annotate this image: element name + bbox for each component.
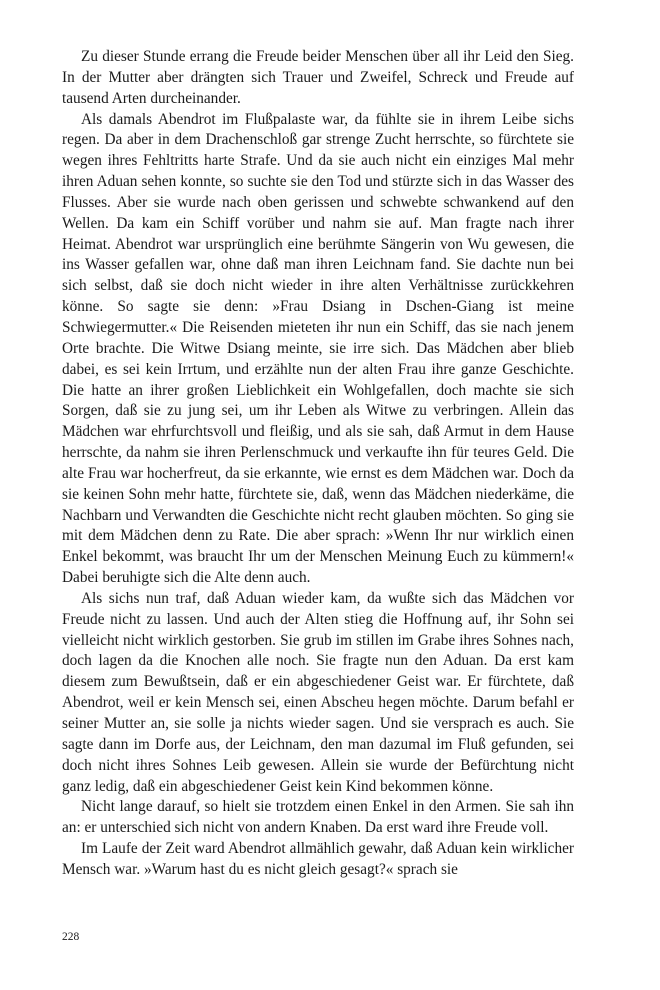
paragraph-2: Als damals Abendrot im Flußpalaste war, da fühlte sie in ihrem Leibe sichs regen. Da aber in dem Drachenschloß gar strenge Zucht herrschte, so fürchtete sie wegen ihres Fehltritts harte Strafe. Und da sie auch nicht ein einziges Mal mehr ihren Aduan sehen konnte, so suchte sie den Tod und stürzte sich in das Wasser des Flusses. Aber sie wurde nach oben gerissen und schwebte schwankend auf den Wellen. Da kam ein Schiff vorüber und nahm sie auf. Man fragte nach ihrer Heimat. Abendrot war ursprünglich eine berühmte Sängerin von Wu gewesen, die ins Wasser gefallen war, ohne daß man ihren Leichnam fand. Sie dachte nun bei sich selbst, daß sie doch nicht wieder in ihre alten Verhältnisse zurückkehren könne. So sagte sie denn: »Frau Dsiang in Dschen-Giang ist meine Schwiegermutter.« Die Reisenden mieteten ihr nun ein Schiff, das sie nach jenem Orte brachte. Die Witwe Dsiang meinte, sie irre sich. Das Mädchen aber blieb dabei, es sei kein Irrtum, und erzählte nun der alten Frau ihre ganze Geschichte. Die hatte an ihrer großen Lieblichkeit ein Wohlgefallen, doch machte sie sich Sorgen, daß sie zu jung sei, um ihr Leben als Witwe zu verbringen. Allein das Mädchen war ehrfurchtsvoll und fleißig, und als sie sah, daß Armut in dem Hause herrschte, da nahm sie ihren Perlenschmuck und verkaufte ihn für teures Geld. Die alte Frau war hocherfreut, da sie erkannte, wie ernst es dem Mädchen war. Doch da sie keinen Sohn mehr hatte, fürchtete sie, daß, wenn das Mädchen niederkäme, die Nachbarn und Verwandten die Geschichte nicht recht glauben möchten. So ging sie mit dem Mädchen denn zu Rate. Die aber sprach: »Wenn Ihr nur wirklich einen Enkel bekommt, was braucht Ihr um der Menschen Meinung Euch zu kümmern!« Dabei beruhigte sich die Alte denn auch. (62, 110, 574, 587)
paragraph-5: Im Laufe der Zeit ward Abendrot allmählich gewahr, daß Aduan kein wirklicher Mensch war. »Warum hast du es nicht gleich gesagt?« sprach sie (62, 840, 574, 878)
body-text (62, 47, 574, 881)
page-number: 228 (62, 931, 80, 943)
paragraph-3: Als sichs nun traf, daß Aduan wieder kam, da wußte sich das Mädchen vor Freude nicht zu lassen. Und auch der Alten stieg die Hoffnung auf, ihr Sohn sei vielleicht nicht wirklich gestorben. Sie grub im stillen im Grabe ihres Sohnes nach, doch lagen da die Knochen alle noch. Sie fragte nun den Aduan. Da erst kam diesem zum Bewußtsein, daß er ein abgeschiedener Geist war. Er fürchtete, daß Abendrot, weil er kein Mensch sei, einen Abscheu hegen möchte. Darum befahl er seiner Mutter an, sie solle ja nichts wieder sagen. Und sie versprach es auch. Sie sagte dann im Dorfe aus, der Leichnam, den man dazumal im Fluß gefunden, sei doch nicht ihres Sohnes Leib gewesen. Allein sie wurde der Befürchtung nicht ganz ledig, daß ein abgeschiedener Geist kein Kind bekommen könne. (62, 589, 574, 795)
paragraph-1: Zu dieser Stunde errang die Freude beider Menschen über all ihr Leid den Sieg. In der Mutter aber drängten sich Trauer und Zweifel, Schreck und Freude auf tausend Arten durcheinander. (62, 48, 574, 107)
paragraph-4: Nicht lange darauf, so hielt sie trotzdem einen Enkel in den Armen. Sie sah ihn an: er unterschied sich nicht von andern Knaben. Da erst ward ihre Freude voll. (62, 798, 574, 837)
